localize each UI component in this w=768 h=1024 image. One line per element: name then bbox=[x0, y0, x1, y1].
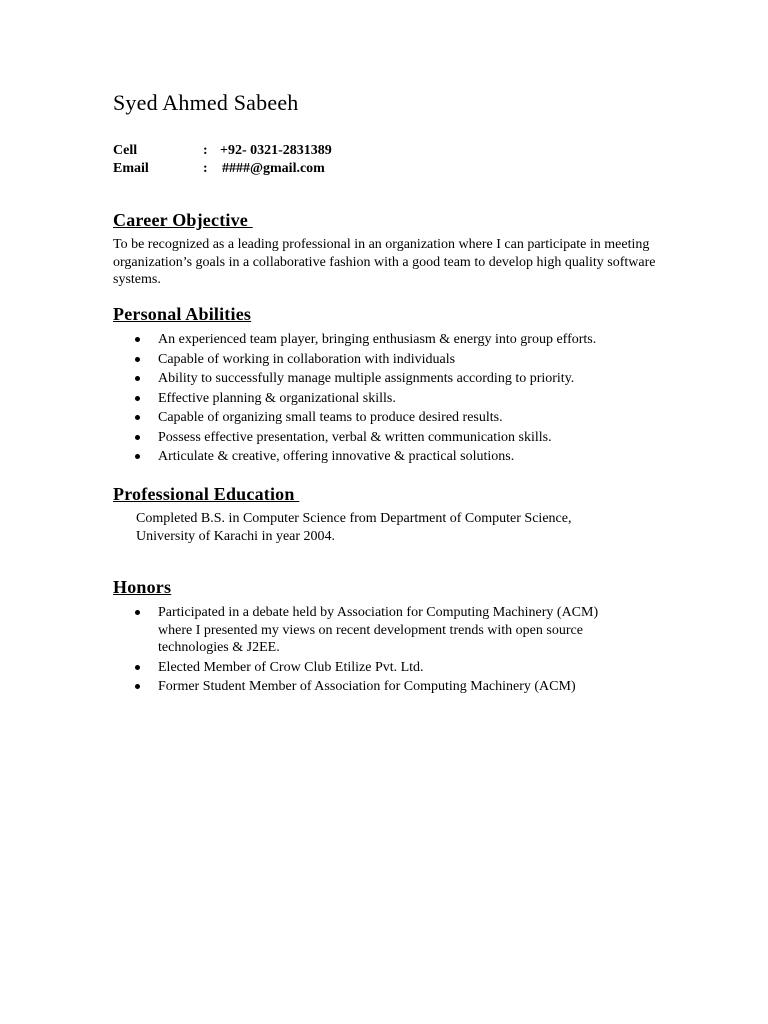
list-item bbox=[131, 331, 651, 349]
personal-abilities-heading: Personal Abilities bbox=[113, 304, 252, 324]
bullet-icon bbox=[135, 357, 140, 362]
career-objective-text: To be recognized as a leading professional in an organization where I can participate in meeting organization’s goals in a collaborative fashion with a good team to develop high quality software systems. bbox=[113, 237, 656, 287]
personal-abilities-list bbox=[131, 331, 651, 468]
ability-text: Capable of organizing small teams to produce desired results. bbox=[158, 410, 503, 425]
ability-text: An experienced team player, bringing enthusiasm & energy into group efforts. bbox=[158, 332, 597, 347]
bullet-icon bbox=[135, 396, 140, 401]
list-item bbox=[131, 659, 651, 677]
education-line: Completed B.S. in Computer Science from Department of Computer Science, bbox=[136, 511, 572, 526]
cell-label: Cell bbox=[113, 143, 138, 158]
list-item bbox=[131, 604, 651, 657]
honors-heading: Honors bbox=[113, 577, 172, 597]
ability-text: Articulate & creative, offering innovative & practical solutions. bbox=[158, 449, 515, 464]
candidate-name: Syed Ahmed Sabeeh bbox=[113, 90, 299, 115]
list-item bbox=[131, 409, 651, 427]
honors-list bbox=[131, 604, 651, 698]
bullet-icon bbox=[135, 435, 140, 440]
list-item bbox=[131, 390, 651, 408]
education-line: University of Karachi in year 2004. bbox=[136, 528, 336, 544]
cell-value: +92- 0321-2831389 bbox=[220, 143, 332, 158]
bullet-icon bbox=[135, 610, 140, 615]
honor-text-line: Elected Member of Crow Club Etilize Pvt. Ltd. bbox=[158, 659, 424, 675]
email-value: ####@gmail.com bbox=[222, 161, 325, 176]
honor-text-line: Former Student Member of Association for Computing Machinery (ACM) bbox=[158, 679, 576, 694]
ability-text: Capable of working in collaboration with individuals bbox=[158, 351, 456, 367]
bullet-icon bbox=[135, 684, 140, 689]
email-label: Email bbox=[113, 161, 149, 176]
career-objective-heading: Career Objective bbox=[113, 210, 253, 230]
honor-text-line: technologies & J2EE. bbox=[158, 640, 280, 655]
email-colon: : bbox=[203, 161, 208, 176]
professional-education-text bbox=[136, 510, 656, 545]
list-item bbox=[131, 448, 651, 466]
bullet-icon bbox=[135, 415, 140, 420]
list-item bbox=[131, 678, 651, 696]
list-item bbox=[131, 351, 651, 369]
ability-text: Effective planning & organizational skills. bbox=[158, 390, 396, 406]
bullet-icon bbox=[135, 337, 140, 342]
bullet-icon bbox=[135, 376, 140, 381]
bullet-icon bbox=[135, 665, 140, 670]
honor-text-line: Participated in a debate held by Association for Computing Machinery (ACM) bbox=[158, 605, 599, 620]
ability-text: Ability to successfully manage multiple assignments according to priority. bbox=[158, 371, 575, 386]
cell-colon: : bbox=[203, 143, 208, 158]
professional-education-heading: Professional Education bbox=[113, 484, 300, 504]
list-item bbox=[131, 370, 651, 388]
ability-text: Possess effective presentation, verbal & written communication skills. bbox=[158, 429, 552, 445]
bullet-icon bbox=[135, 454, 140, 459]
list-item bbox=[131, 429, 651, 447]
honor-text-line: where I presented my views on recent development trends with open source bbox=[158, 622, 583, 638]
